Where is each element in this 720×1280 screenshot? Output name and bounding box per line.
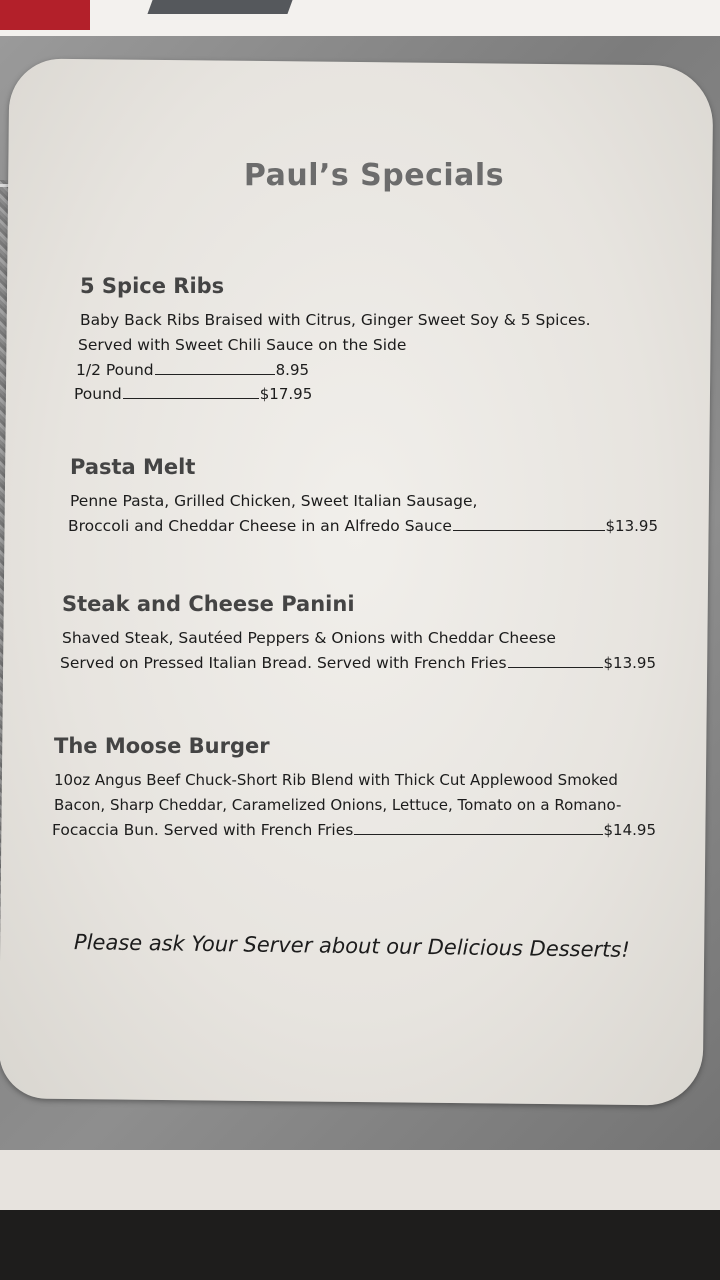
- option-label: Pound: [74, 385, 122, 403]
- dessert-note: Please ask Your Server about our Delicious Desserts!: [73, 930, 630, 962]
- price-option-row: [76, 358, 591, 382]
- item-description-line: Served on Pressed Italian Bread. Served with French Fries: [60, 654, 507, 672]
- table-edge: [0, 1150, 720, 1210]
- item-description-line: Bacon, Sharp Cheddar, Caramelized Onions, Lettuce, Tomato on a Romano-: [54, 796, 622, 814]
- price-leader: [354, 833, 602, 835]
- dark-object: [147, 0, 292, 14]
- item-price-row: [52, 818, 656, 842]
- table-surface-top: [0, 0, 720, 36]
- item-description-line: Baby Back Ribs Braised with Citrus, Ginger Sweet Soy & 5 Spices.: [80, 311, 591, 329]
- item-price: $14.95: [603, 821, 656, 839]
- option-price: $17.95: [259, 385, 313, 403]
- price-leader: [453, 529, 605, 531]
- item-description-line: Focaccia Bun. Served with French Fries: [52, 821, 354, 839]
- red-object: [0, 0, 90, 30]
- item-price-row: [68, 514, 658, 538]
- item-description-line: Penne Pasta, Grilled Chicken, Sweet Italian Sausage,: [70, 492, 478, 510]
- price-leader: [155, 373, 275, 375]
- item-price: $13.95: [603, 654, 656, 672]
- item-description-line: Shaved Steak, Sautéed Peppers & Onions with Cheddar Cheese: [62, 629, 556, 647]
- item-name: The Moose Burger: [54, 734, 270, 758]
- item-description-line: 10oz Angus Beef Chuck-Short Rib Blend with Thick Cut Applewood Smoked: [54, 771, 618, 789]
- item-name: 5 Spice Ribs: [80, 274, 225, 298]
- item-name: Pasta Melt: [70, 455, 196, 479]
- option-price: 8.95: [275, 361, 310, 379]
- item-name: Steak and Cheese Panini: [62, 592, 355, 616]
- price-leader: [123, 397, 259, 399]
- item-description-line: Broccoli and Cheddar Cheese in an Alfredo Sauce: [68, 517, 452, 535]
- menu-item-moose-burger: [54, 734, 656, 842]
- item-price-row: [60, 651, 656, 675]
- item-description-line: Served with Sweet Chili Sauce on the Side: [78, 336, 407, 354]
- menu-item-steak-cheese-panini: [62, 592, 656, 675]
- price-option-row: [74, 382, 591, 406]
- menu-item-pasta-melt: [70, 455, 658, 538]
- floor-shadow: [0, 1210, 720, 1280]
- price-leader: [508, 666, 603, 668]
- item-price: $13.95: [605, 517, 658, 535]
- option-label: 1/2 Pound: [76, 361, 154, 379]
- menu-item-ribs: [74, 274, 591, 406]
- menu-title: Paul’s Specials: [243, 158, 505, 193]
